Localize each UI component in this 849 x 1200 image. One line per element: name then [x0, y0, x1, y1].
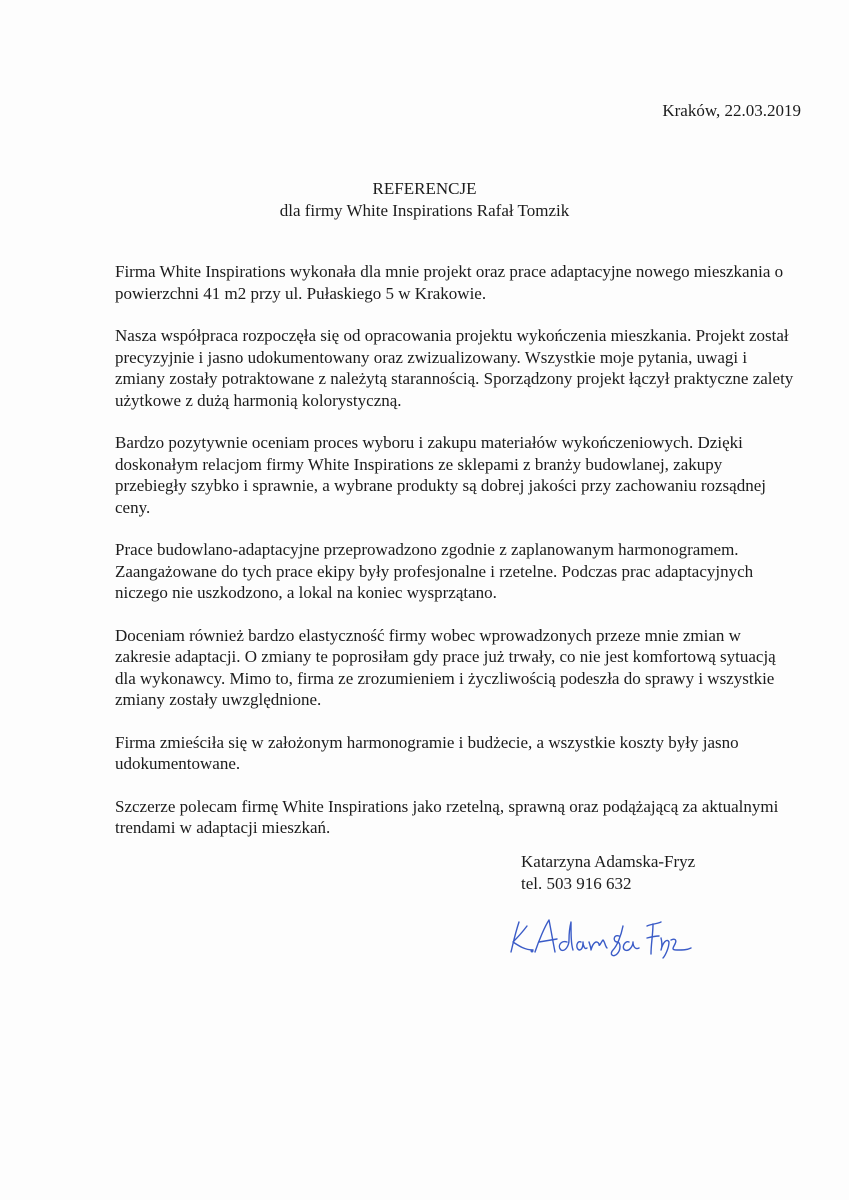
document-title: [0, 178, 849, 222]
text-line: użytkowe z dużą harmonią kolorystyczną.: [115, 390, 402, 410]
paragraph-4: [115, 539, 835, 604]
signature-stroke: [577, 942, 587, 950]
text-line: Firma zmieściła się w założonym harmonogramie i budżecie, a wszystkie koszty były jasno: [115, 732, 739, 752]
text-line: ceny.: [115, 497, 151, 517]
text-line: precyzyjnie i jasno udokumentowany oraz zwizualizowany. Wszystkie moje pytania, uwagi i: [115, 347, 748, 367]
signatory-phone: tel. 503 916 632: [521, 873, 632, 893]
signature-stroke: [647, 936, 659, 938]
signature-stroke: [589, 940, 607, 950]
title-subheading: dla firmy White Inspirations Rafał Tomzik: [279, 201, 570, 220]
title-heading: REFERENCJE: [372, 179, 477, 198]
signature-stroke: [531, 950, 533, 952]
paragraph-3: [115, 432, 835, 518]
text-line: trendami w adaptacji mieszkań.: [115, 818, 331, 837]
signature-stroke: [651, 924, 653, 954]
signature-stroke: [647, 922, 661, 926]
signature-stroke: [623, 942, 639, 951]
text-line: zmiany zostały uwzględnione.: [115, 690, 322, 709]
signatory-block: [521, 851, 695, 894]
handwritten-signature: [505, 912, 695, 962]
signature-stroke: [671, 939, 691, 950]
text-line: Firma White Inspirations wykonała dla mnie projekt oraz prace adaptacyjne nowego mieszkania o: [115, 262, 784, 281]
letter-body: [115, 261, 835, 860]
signature-stroke: [661, 938, 669, 958]
text-line: Prace budowlano-adaptacyjne przeprowadzono zgodnie z zaplanowanym harmonogramem.: [115, 540, 739, 559]
signature-stroke: [559, 922, 573, 950]
text-line: przebiegły szybko i sprawnie, a wybrane produkty są dobrej jakości przy zachowaniu rozsądnej: [115, 476, 766, 495]
text-line: Zaangażowane do tych prace ekipy były profesjonalne i rzetelne. Podczas prac adaptacyjnych: [115, 561, 754, 581]
paragraph-5: [115, 625, 835, 711]
place-date: Kraków, 22.03.2019: [662, 101, 801, 120]
signature-stroke: [611, 926, 623, 956]
text-line: Szczerze polecam firmę White Inspirations jako rzetelną, sprawną oraz podążającą za aktualnymi: [115, 796, 779, 816]
text-line: powierzchni 41 m2 przy ul. Pułaskiego 5 w Krakowie.: [115, 283, 487, 303]
text-line: Bardzo pozytywnie oceniam proces wyboru i zakupu materiałów wykończeniowych. Dzięki: [115, 433, 743, 452]
text-line: zmiany zostały potraktowane z należytą starannością. Sporządzony projekt łączył praktyczne zalety: [115, 369, 794, 388]
signatory-name: Katarzyna Adamska-Fryz: [521, 852, 696, 871]
signature-stroke: [539, 939, 557, 942]
text-line: Nasza współpraca rozpoczęła się od opracowania projektu wykończenia mieszkania. Projekt został: [115, 326, 789, 345]
text-line: udokumentowane.: [115, 754, 241, 773]
paragraph-7: [115, 796, 835, 839]
text-line: Doceniam również bardzo elastyczność firmy wobec wprowadzonych przeze mnie zmian w: [115, 625, 741, 645]
text-line: dla wykonawcy. Mimo to, firma ze zrozumieniem i życzliwością podeszła do sprawy i wszystkie: [115, 668, 775, 688]
paragraph-2: [115, 325, 835, 411]
paragraph-1: [115, 261, 835, 304]
text-line: niczego nie uszkodzono, a lokal na koniec wysprzątano.: [115, 583, 497, 602]
text-line: doskonałym relacjom firmy White Inspirations ze sklepami z branży budowlanej, zakupy: [115, 454, 723, 474]
paragraph-6: [115, 732, 835, 775]
text-line: zakresie adaptacji. O zmiany te poprosiłam gdy prace już trwały, co nie jest komfortową sytuacją: [115, 647, 776, 666]
signature-stroke: [535, 920, 555, 952]
